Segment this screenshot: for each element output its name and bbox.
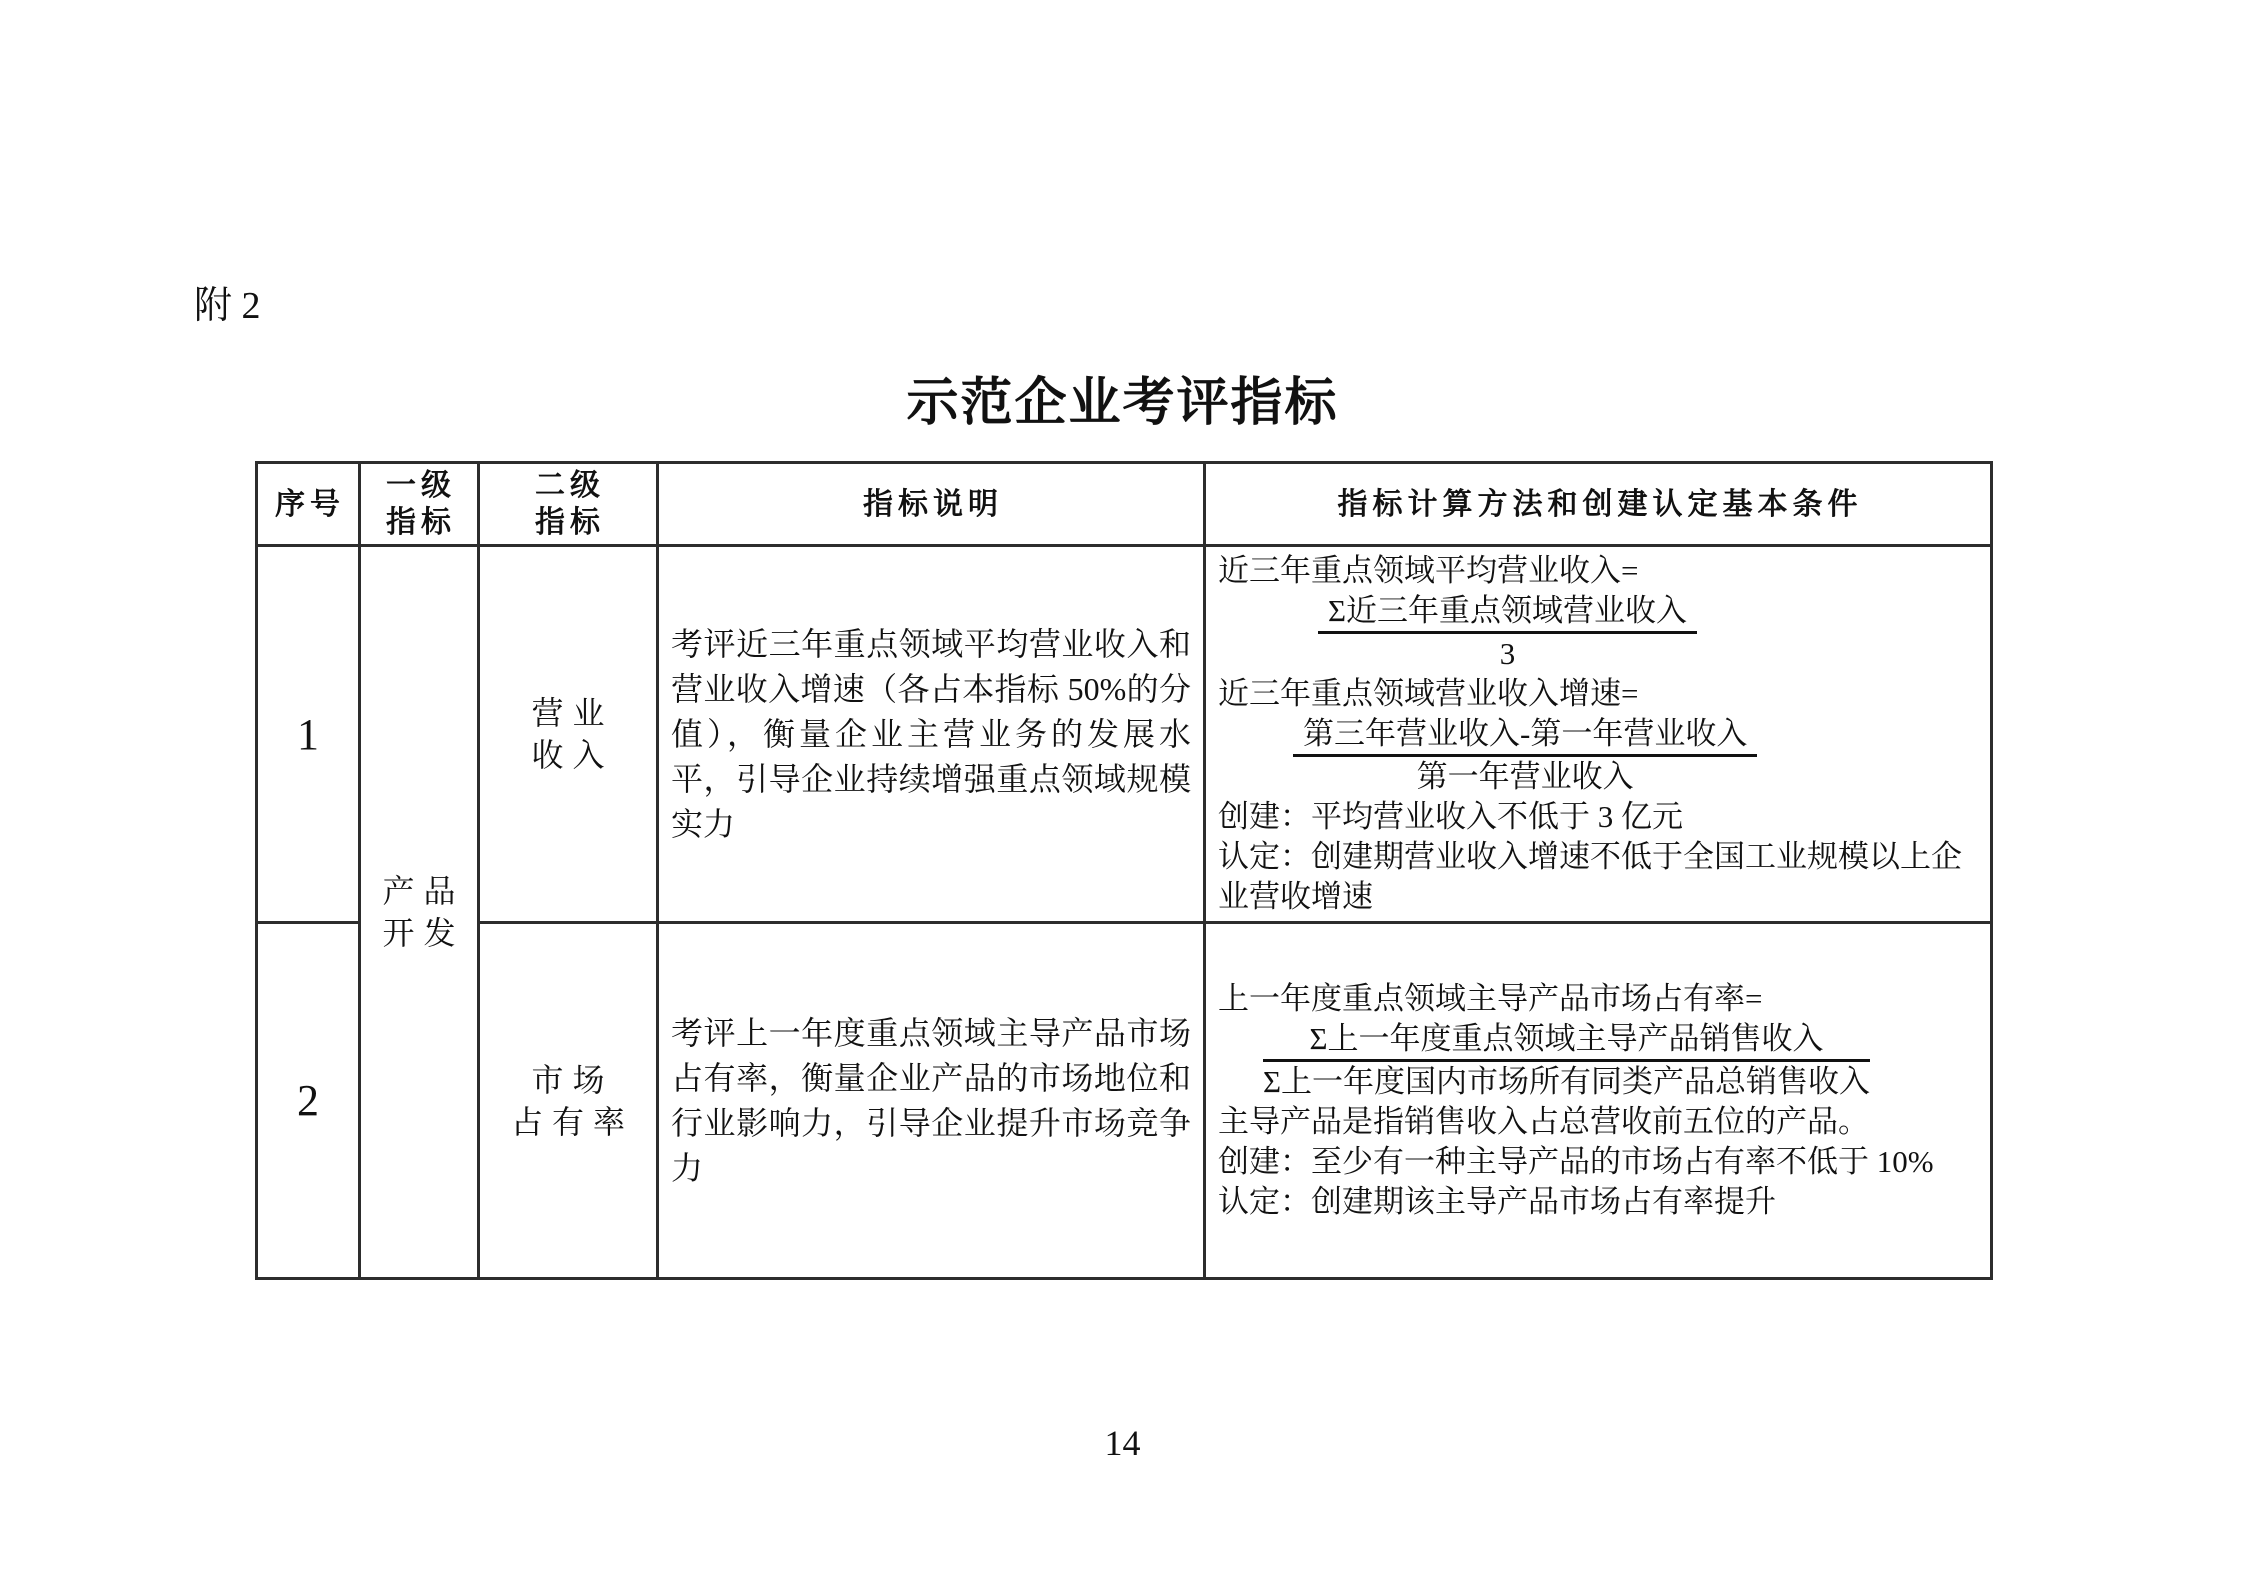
fraction-numerator: Σ近三年重点领域营业收入: [1318, 591, 1697, 634]
level1-indicator-cell: [360, 546, 479, 1279]
column-header-label: 指标: [535, 506, 605, 539]
method-line: 主导产品是指销售收入占总营收前五位的产品。: [1218, 1104, 1869, 1139]
page-number: 14: [1104, 1423, 1141, 1463]
description-cell: 考评近三年重点领域平均营业收入和营业收入增速（各占本指标 50%的分值），衡量企业主营业务的发展水平，引导企业持续增强重点领域规模实力: [658, 546, 1205, 923]
fraction-denominator: 第一年营业收入: [1416, 759, 1634, 794]
evaluation-table: [255, 461, 1993, 1280]
method-line: 创建：至少有一种主导产品的市场占有率不低于 10%: [1218, 1144, 1934, 1179]
attachment-label: 附 2: [194, 285, 261, 327]
column-header-level1: [360, 463, 479, 546]
fraction-numerator: Σ上一年度重点领域主导产品销售收入: [1263, 1019, 1870, 1062]
column-header-level2: [479, 463, 658, 546]
fraction: [1318, 591, 1697, 674]
document-title: 示范企业考评指标: [906, 375, 1339, 432]
level2-indicator-line: 占有率: [510, 1103, 634, 1140]
row-number-cell: 2: [257, 923, 360, 1279]
column-header-label: 序号: [275, 487, 345, 521]
level2-indicator-cell: [479, 923, 658, 1279]
level1-indicator-line: 产品: [382, 873, 465, 909]
column-header-description: [658, 463, 1205, 546]
description-cell: 考评上一年度重点领域主导产品市场占有率，衡量企业产品的市场地位和行业影响力，引导企业提升市场竞争力: [658, 923, 1205, 1279]
row-number-cell: 1: [257, 546, 360, 923]
level1-indicator-line: 开发: [382, 915, 465, 951]
level2-indicator-line: 收入: [531, 737, 614, 773]
level2-indicator-line: 营业: [531, 695, 614, 731]
fraction: [1293, 714, 1757, 797]
column-header-label: 一级: [386, 469, 456, 502]
table-row: [257, 923, 1992, 1279]
method-line: 认定：创建期该主导产品市场占有率提升: [1218, 1184, 1776, 1219]
method-line: 上一年度重点领域主导产品市场占有率=: [1218, 981, 1763, 1016]
table-row: [257, 546, 1992, 923]
method-cell: [1205, 546, 1992, 923]
method-line: 认定：创建期营业收入增速不低于全国工业规模以上企业营收增速: [1218, 839, 1962, 914]
column-header-label: 二级: [535, 469, 605, 502]
method-line: 近三年重点领域营业收入增速=: [1218, 676, 1639, 711]
level2-indicator-line: 市场: [531, 1061, 614, 1098]
level2-indicator-cell: [479, 546, 658, 923]
column-header-method: [1205, 463, 1992, 546]
fraction-denominator: 3: [1499, 636, 1516, 671]
column-header-label: 指标计算方法和创建认定基本条件: [1337, 487, 1863, 521]
column-header-label: 指标说明: [863, 487, 1003, 521]
column-header-no: [257, 463, 360, 546]
column-header-label: 指标: [386, 506, 456, 539]
fraction: [1263, 1019, 1870, 1102]
table-header-row: [257, 463, 1992, 546]
method-line: 创建：平均营业收入不低于 3 亿元: [1218, 799, 1683, 834]
fraction-denominator: Σ上一年度国内市场所有同类产品总销售收入: [1263, 1064, 1871, 1099]
method-cell: [1205, 923, 1992, 1279]
fraction-numerator: 第三年营业收入-第一年营业收入: [1293, 714, 1757, 757]
method-line: 近三年重点领域平均营业收入=: [1218, 553, 1639, 588]
